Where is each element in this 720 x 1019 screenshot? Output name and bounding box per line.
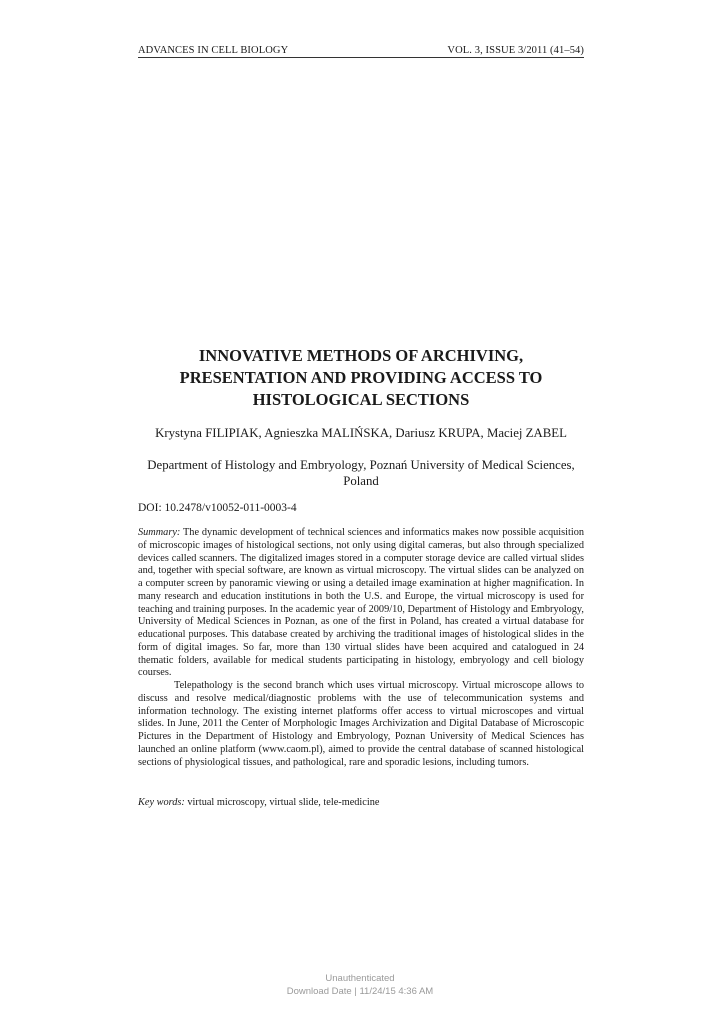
download-footer <box>0 972 720 998</box>
keywords-block <box>138 797 584 808</box>
running-header <box>138 40 584 58</box>
issue-info: VOL. 3, ISSUE 3/2011 (41–54) <box>447 45 584 56</box>
keywords-text: virtual microscopy, virtual slide, tele-medicine <box>187 797 380 808</box>
article-affiliation: Department of Histology and Embryology, Poznań University of Medical Sciences, Poland <box>147 458 575 488</box>
summary-block <box>138 527 584 769</box>
article-title: INNOVATIVE METHODS OF ARCHIVING, PRESENTATION AND PROVIDING ACCESS TO HISTOLOGICAL SECTIONS <box>179 346 543 409</box>
article-doi: DOI: 10.2478/v10052-011-0003-4 <box>138 502 297 514</box>
summary-paragraph-2: Telepathology is the second branch which uses virtual microscopy. Virtual microscope allows to discuss and resolve medical/diagnostic problems with the use of telecommunication systems and information technology. The existing internet platforms offer access to virtual microscopes and virtual slides. In June, 2011 the Center of Morphologic Images Archivization and Digital Database of Microscopic Pictures in the Department of Histology and Embryology, Poznan University of Medical Sciences has launched an online platform (www.caom.pl), aimed to provide the central database of scanned histological sections of physiological tissues, and pathological, rare and sporadic lesions, including tumors. <box>138 680 584 768</box>
footer-download-date: Download Date | 11/24/15 4:36 AM <box>286 986 434 997</box>
journal-name: ADVANCES IN CELL BIOLOGY <box>138 45 289 56</box>
article-authors: Krystyna FILIPIAK, Agnieszka MALIŃSKA, Dariusz KRUPA, Maciej ZABEL <box>155 426 567 440</box>
summary-paragraph-1 <box>138 527 584 680</box>
footer-auth-status: Unauthenticated <box>325 973 395 984</box>
summary-text-1: The dynamic development of technical sciences and informatics makes now possible acquisition of microscopic images of histological sections, not only using digital cameras, but also through specialized devices called scanners. The digitalized images stored in a computer storage device are called virtual slides and, together with special software, are known as virtual microscopy. The virtual slides can be analyzed on a computer screen by panoramic viewing or using a detailed image examination at higher magnification. In many research and education institutions in both the U.S. and Europe, the virtual microscopy is used for teaching and training purposes. In the academic year of 2009/10, Department of Histology and Embryology, University of Medical Sciences in Poznan, as one of the first in Poland, has created a virtual database for educational purposes. This database created by archiving the traditional images of histological slides in the form of digital images. So far, more than 130 virtual slides have been acquired and catalogued in 24 thematic folders, available for medical students participating in histology, embryology and cell biology courses. <box>138 527 584 679</box>
summary-label: Summary: <box>138 527 181 538</box>
keywords-label: Key words: <box>138 797 185 808</box>
